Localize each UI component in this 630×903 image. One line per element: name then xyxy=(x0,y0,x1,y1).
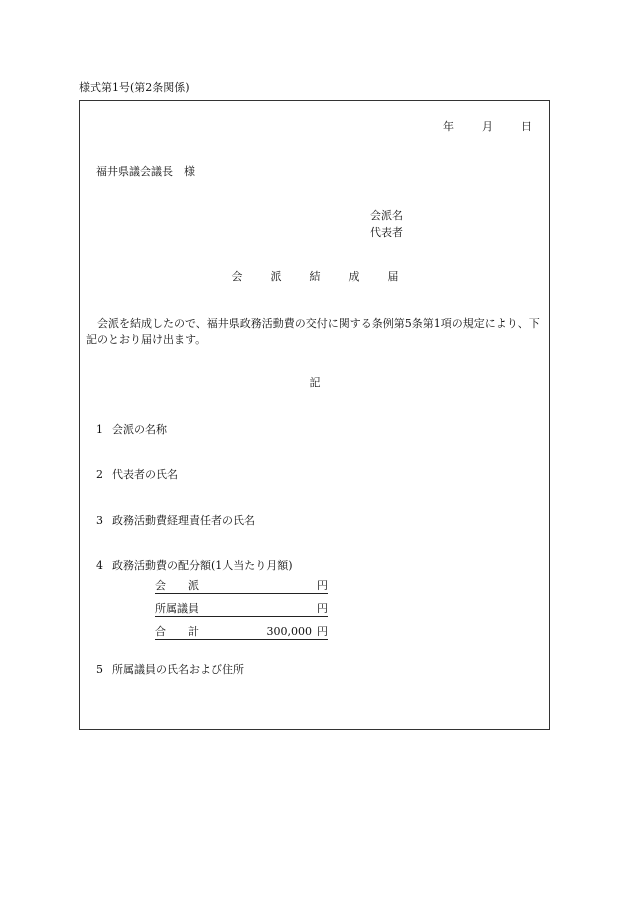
item-number: 3 xyxy=(96,514,103,527)
allocation-label xyxy=(155,579,199,593)
title-char: 結 xyxy=(309,270,321,283)
day-label: 日 xyxy=(521,120,532,133)
form-number-label: 様式第1号(第2条関係) xyxy=(79,81,190,94)
document-title xyxy=(0,270,630,284)
month-label: 月 xyxy=(482,120,493,133)
date-line xyxy=(443,120,532,134)
item-number: 1 xyxy=(96,423,103,436)
item-label: 会派の名称 xyxy=(112,423,167,436)
yen-label: 円 xyxy=(317,625,328,638)
item-label: 代表者の氏名 xyxy=(112,468,178,481)
title-char: 会 xyxy=(231,270,243,283)
allocation-row-total xyxy=(155,625,328,640)
item-number: 2 xyxy=(96,468,103,481)
year-label: 年 xyxy=(443,120,454,133)
faction-name-label: 会派名 xyxy=(370,209,403,222)
item-label: 政務活動費経理責任者の氏名 xyxy=(112,514,255,527)
item-allocation xyxy=(96,559,293,573)
label-char: 合 xyxy=(155,625,166,638)
item-label: 政務活動費の配分額(1人当たり月額) xyxy=(112,559,293,572)
item-number: 4 xyxy=(96,559,103,572)
allocation-label: 所属議員 xyxy=(155,602,199,615)
total-amount: 300,000 xyxy=(266,625,312,638)
representative-label: 代表者 xyxy=(370,226,403,239)
label-char: 計 xyxy=(188,625,199,638)
yen-label: 円 xyxy=(317,602,328,615)
addressee: 福井県議会議長 様 xyxy=(96,165,195,178)
item-faction-name xyxy=(96,423,167,437)
item-accounting-officer xyxy=(96,514,255,528)
label-char: 会 xyxy=(155,579,166,592)
item-members-addresses xyxy=(96,663,244,677)
title-char: 成 xyxy=(348,270,360,283)
item-number: 5 xyxy=(96,663,103,676)
allocation-label xyxy=(155,625,199,639)
item-representative-name xyxy=(96,468,178,482)
title-char: 届 xyxy=(387,270,399,283)
allocation-row-faction xyxy=(155,579,328,594)
item-label: 所属議員の氏名および住所 xyxy=(112,663,244,676)
yen-label: 円 xyxy=(317,579,328,592)
label-char: 派 xyxy=(188,579,199,592)
ki-heading: 記 xyxy=(309,376,321,389)
title-char: 派 xyxy=(270,270,282,283)
allocation-row-members xyxy=(155,602,328,617)
body-text: 会派を結成したので、福井県政務活動費の交付に関する条例第5条第1項の規定により、下記のとおり届け出ます。 xyxy=(86,317,540,346)
